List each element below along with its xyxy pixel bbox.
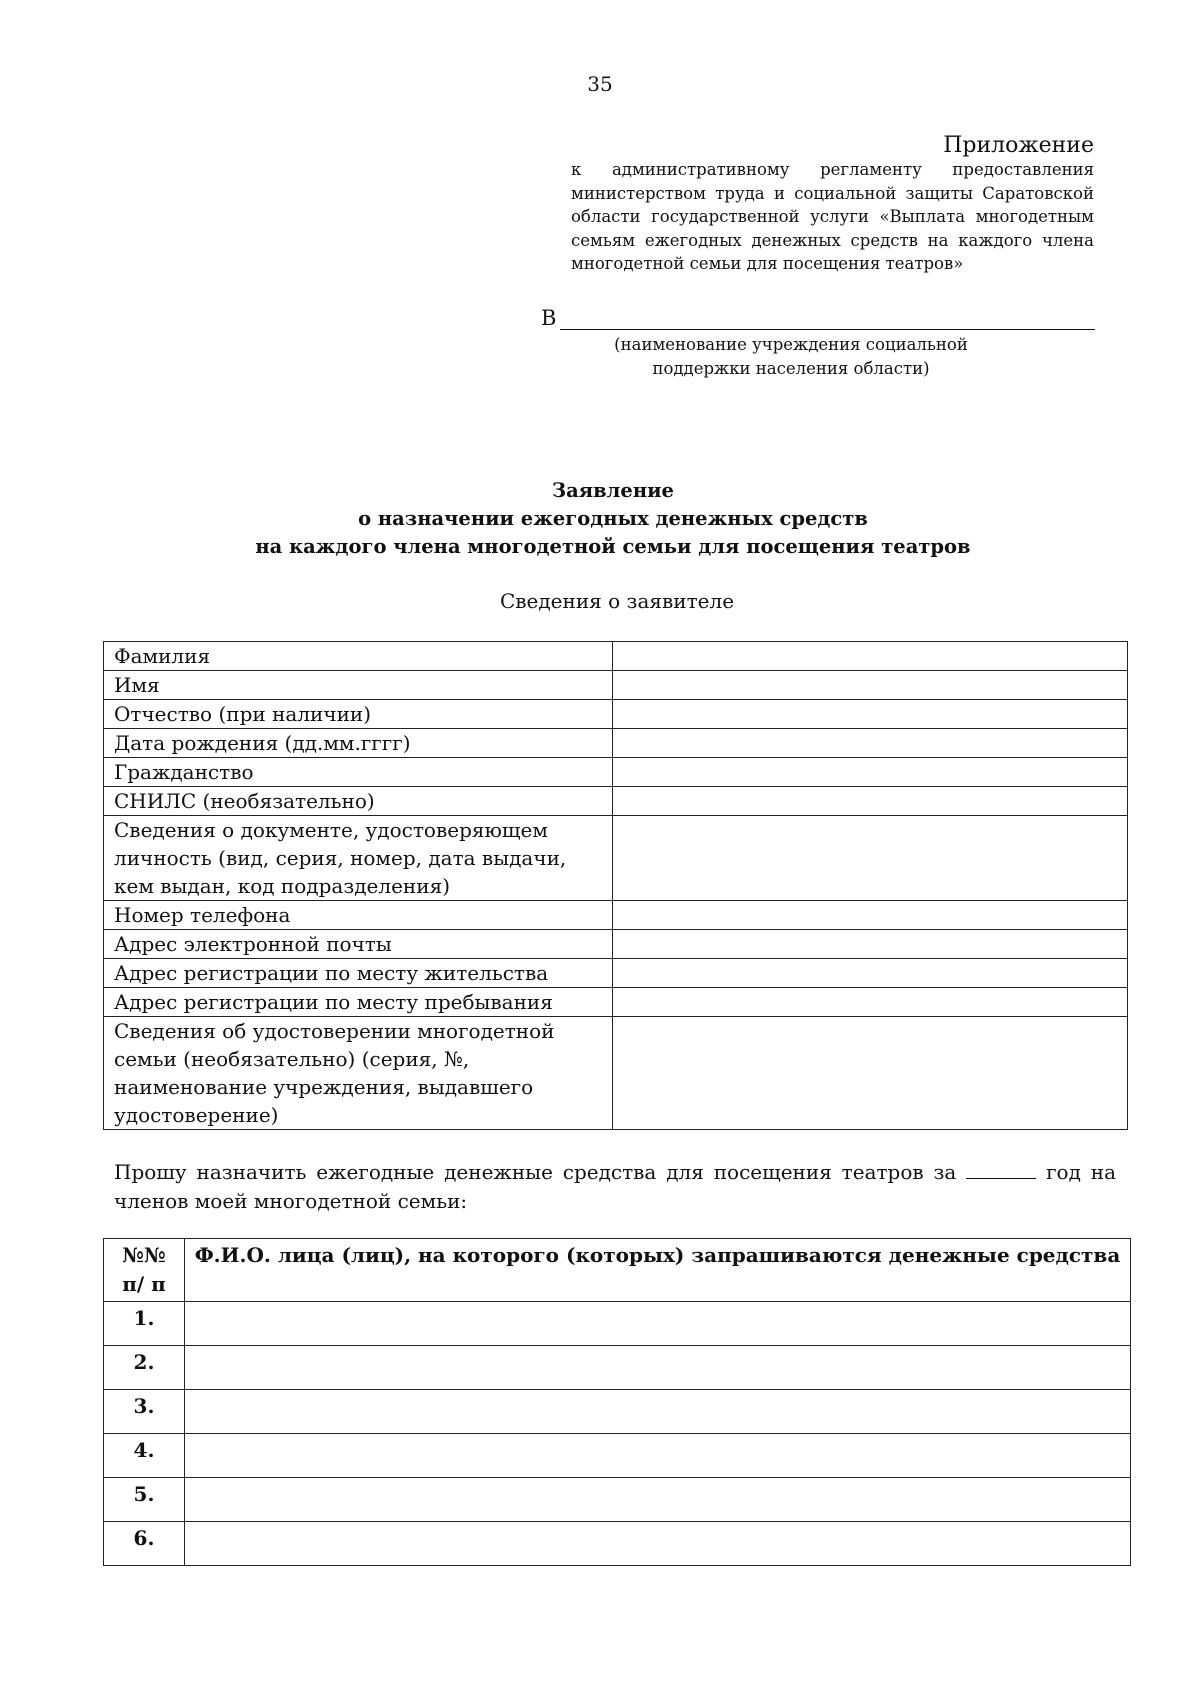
appendix-text: к административному регламенту предоставления министерством труда и социальной защиты Саратовской области государственной услуги «Выплата многодетным семьям ежегодных денежных средств на каждого члена многодетной семьи для посещения театров» (571, 160, 1094, 273)
addressee-input-line[interactable] (560, 307, 1095, 330)
table-row (104, 729, 1128, 758)
field-label: Сведения об удостоверении многодетной семьи (необязательно) (серия, №, наименование учреждения, выдавшего удостоверение) (104, 1017, 613, 1130)
addressee-field[interactable] (541, 306, 1095, 330)
document-title-line-2: о назначении ежегодных денежных средств (358, 507, 868, 530)
field-label: Отчество (при наличии) (104, 700, 613, 729)
header-number: №№ п/ п (104, 1239, 185, 1302)
applicant-info-table (103, 641, 1128, 1130)
table-row (104, 758, 1128, 787)
table-row (104, 787, 1128, 816)
field-value-cell[interactable] (613, 700, 1128, 729)
table-row (104, 642, 1128, 671)
addressee-hint: (наименование учреждения социальной поддержки населения области) (614, 335, 968, 378)
addressee-prefix: В (541, 306, 557, 330)
field-label: Адрес регистрации по месту пребывания (104, 988, 613, 1017)
field-label: Гражданство (104, 758, 613, 787)
table-row (104, 988, 1128, 1017)
row-number: 6. (104, 1522, 185, 1566)
table-row (104, 1346, 1131, 1390)
year-input-line[interactable] (966, 1160, 1036, 1179)
table-row (104, 816, 1128, 901)
family-members-table (103, 1238, 1131, 1566)
row-number: 5. (104, 1478, 185, 1522)
field-value-cell[interactable] (613, 671, 1128, 700)
table-header-row (104, 1239, 1131, 1302)
field-value-cell[interactable] (613, 758, 1128, 787)
field-value-cell[interactable] (613, 901, 1128, 930)
field-label: СНИЛС (необязательно) (104, 787, 613, 816)
field-label: Номер телефона (104, 901, 613, 930)
header-full-name: Ф.И.О. лица (лиц), на которого (которых) запрашиваются денежные средства (185, 1239, 1131, 1302)
section-title: Сведения о заявителе (499, 589, 735, 613)
field-label: Сведения о документе, удостоверяющем личность (вид, серия, номер, дата выдачи, кем выдан, код подразделения) (104, 816, 613, 901)
field-label: Адрес электронной почты (104, 930, 613, 959)
field-value-cell[interactable] (613, 930, 1128, 959)
member-name-cell[interactable] (185, 1434, 1131, 1478)
table-row (104, 1478, 1131, 1522)
table-row (104, 1017, 1128, 1130)
field-value-cell[interactable] (613, 1017, 1128, 1130)
row-number: 4. (104, 1434, 185, 1478)
row-number: 3. (104, 1390, 185, 1434)
field-label: Имя (104, 671, 613, 700)
row-number: 1. (104, 1302, 185, 1346)
field-label: Адрес регистрации по месту жительства (104, 959, 613, 988)
appendix-title: Приложение (943, 133, 1094, 158)
field-label: Дата рождения (дд.мм.гггг) (104, 729, 613, 758)
request-text-after: год на членов моей многодетной семьи: (114, 1160, 1117, 1213)
field-value-cell[interactable] (613, 959, 1128, 988)
field-value-cell[interactable] (613, 729, 1128, 758)
field-label: Фамилия (104, 642, 613, 671)
field-value-cell[interactable] (613, 988, 1128, 1017)
member-name-cell[interactable] (185, 1478, 1131, 1522)
row-number: 2. (104, 1346, 185, 1390)
table-row (104, 959, 1128, 988)
table-row (104, 1522, 1131, 1566)
member-name-cell[interactable] (185, 1390, 1131, 1434)
table-row (104, 700, 1128, 729)
member-name-cell[interactable] (185, 1302, 1131, 1346)
request-text-before: Прошу назначить ежегодные денежные средства для посещения театров за (114, 1160, 957, 1184)
field-value-cell[interactable] (613, 642, 1128, 671)
table-row (104, 930, 1128, 959)
member-name-cell[interactable] (185, 1522, 1131, 1566)
field-value-cell[interactable] (613, 816, 1128, 901)
document-title-line-3: на каждого члена многодетной семьи для посещения театров (255, 535, 971, 558)
page-number: 35 (587, 72, 613, 96)
table-row (104, 1390, 1131, 1434)
table-row (104, 1302, 1131, 1346)
request-text (114, 1158, 1116, 1216)
document-title (0, 477, 1200, 561)
table-row (104, 1434, 1131, 1478)
table-row (104, 901, 1128, 930)
member-name-cell[interactable] (185, 1346, 1131, 1390)
document-title-line-1: Заявление (552, 479, 674, 502)
table-row (104, 671, 1128, 700)
field-value-cell[interactable] (613, 787, 1128, 816)
